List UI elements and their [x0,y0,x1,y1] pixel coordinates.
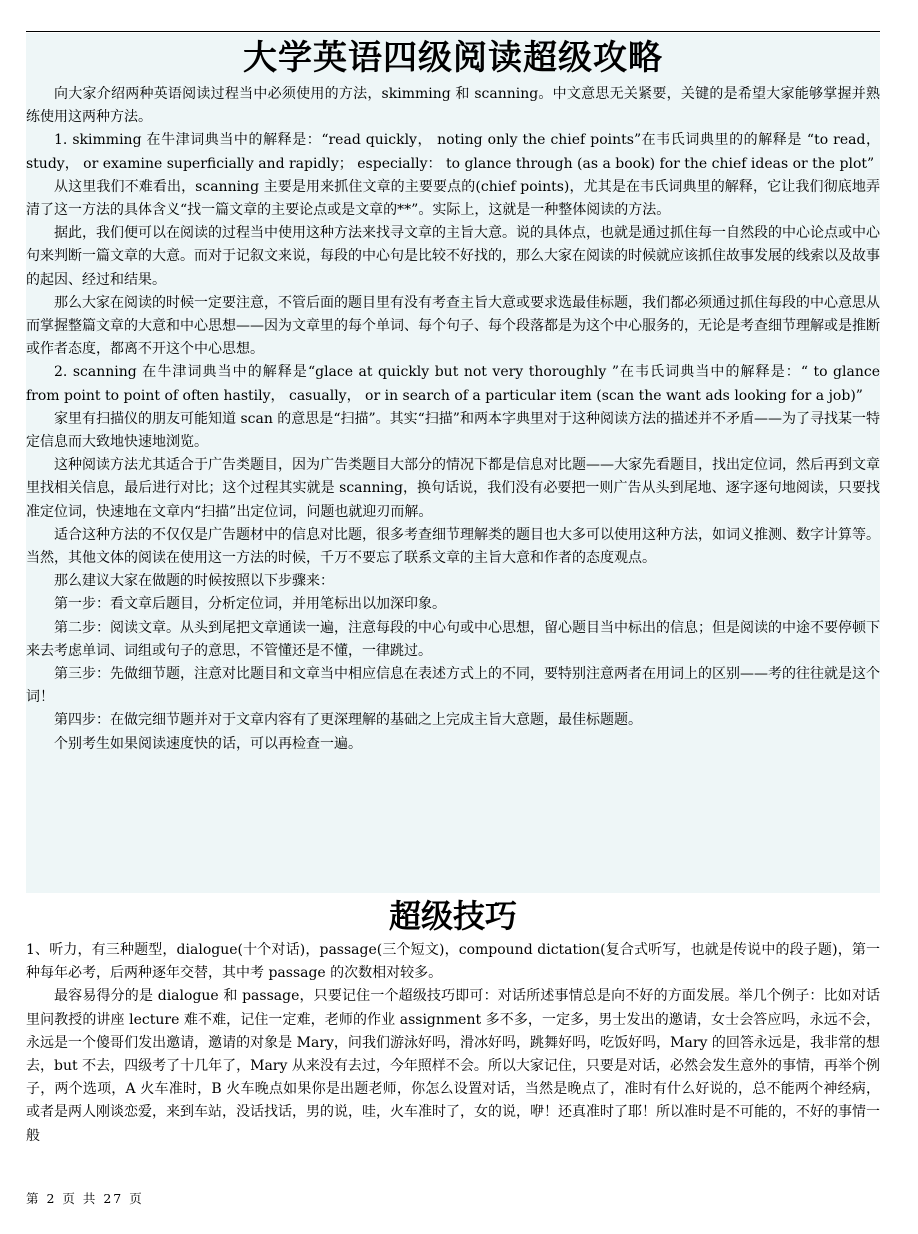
paragraph: 这种阅读方法尤其适合于广告类题目，因为广告类题目大部分的情况下都是信息对比题——大家先看题目，找出定位词，然后再到文章里找相关信息，最后进行对比；这个过程其实就是 scanning，换句话说，我们没有必要把一则广告从头到尾地、逐字逐句地阅读，只要找准定位词，快速地在文章内“扫描”出定位词，问题也就迎刃而解。 [26,457,880,520]
paragraph: 向大家介绍两种英语阅读过程当中必须使用的方法，skimming 和 scanning。中文意思无关紧要，关键的是希望大家能够掌握并熟练使用这两种方法。 [26,86,880,126]
paragraph: 1. skimming 在牛津词典当中的解释是：“read quickly， noting only the chief points”在韦氏词典里的的解释是 “to read， study， or examine superficially and rapidly； especially： to glance through (as a book) for the chief ideas or the plot” [26,132,880,172]
super-tips-section [26,893,880,1185]
step-paragraph: 第四步：在做完细节题并对于文章内容有了更深理解的基础之上完成主旨大意题，最佳标题题。 [54,712,642,729]
page-title: 大学英语四级阅读超级攻略 [243,38,663,78]
paragraph: 最容易得分的是 dialogue 和 passage，只要记住一个超级技巧即可：对话所述事情总是向不好的方面发展。举几个例子：比如对话里问教授的讲座 lecture 难不难，记住一定难，老师的作业 assignment 多不多，一定多，男士发出的邀请，女士会答应吗，永远不会，永远是一个傻哥们发出邀请，邀请的对象是 Mary，问我们游泳好吗，滑冰好吗，跳舞好吗，吃饭好吗，Mary 的回答永远是，我非常的想去，but 不去，四级考了十几年了，Mary 从来没有去过，今年照样不会。所以大家记住，只要是对话，必然会发生意外的事情，再举个例子，两个选项，A 火车准时，B 火车晚点如果你是出题老师，你怎么设置对话，当然是晚点了，准时有什么好说的，总不能两个神经病，或者是两人刚谈恋爱，来到车站，没话找话，男的说，哇，火车准时了，女的说，咿！还真准时了耶！所以准时是不可能的，不好的事情一般 [26,988,880,1144]
step-paragraph: 第二步：阅读文章。从头到尾把文章通读一遍，注意每段的中心句或中心思想，留心题目当中标出的信息；但是阅读的中途不要停顿下来去考虑单词、词组或句子的意思，不管懂还是不懂，一律跳过。 [26,619,880,659]
paragraph: 个别考生如果阅读速度快的话，可以再检查一遍。 [54,735,362,752]
step-paragraph: 第一步：看文章后题目，分析定位词，并用笔标出以加深印象。 [54,596,446,613]
paragraph: 那么大家在阅读的时候一定要注意，不管后面的题目里有没有考查主旨大意或要求选最佳标题，我们都必须通过抓住每段的中心意思从而掌握整篇文章的大意和中心思想——因为文章里的每个单词、每个句子、每个段落都是为这个中心服务的，无论是考查细节理解或是推断或作者态度，都离不开这个中心思想。 [26,294,880,358]
reading-strategy-section [26,33,880,893]
paragraph: 那么建议大家在做题的时候按照以下步骤来： [54,573,334,590]
section-title: 超级技巧 [388,897,517,935]
paragraph: 适合这种方法的不仅仅是广告题材中的信息对比题，很多考查细节理解类的题目也大多可以使用这种方法，如词义推测、数字计算等。当然，其他文体的阅读在使用这一方法的时候，千万不要忘了联系文章的主旨大意和作者的态度观点。 [26,526,880,567]
top-rule [26,31,880,32]
paragraph: 2. scanning 在牛津词典当中的解释是“glace at quickly but not very thoroughly ”在韦氏词典当中的解释是：“ to glance from point to point of often hastily， casually， or in search of a particular item (scan the want ads looking for a job)” [26,364,880,404]
page-number: 第 2 页 共 27 页 [26,1191,144,1206]
paragraph: 据此，我们便可以在阅读的过程当中使用这种方法来找寻文章的主旨大意。说的具体点，也就是通过抓住每一自然段的中心论点或中心句来判断一篇文章的大意。而对于记叙文来说，每段的中心句是比较不好找的，那么大家在阅读的时候就应该抓住故事发展的线索以及故事的起因、经过和结果。 [26,225,880,288]
step-paragraph: 第三步：先做细节题，注意对比题目和文章当中相应信息在表述方式上的不同，要特别注意两者在用词上的区别——考的往往就是这个词！ [26,666,880,706]
paragraph: 从这里我们不难看出，scanning 主要是用来抓住文章的主要要点的(chief points)，尤其是在韦氏词典里的解释，它让我们彻底地弄清了这一方法的具体含义“找一篇文章的主要论点或是文章的**”。实际上，这就是一种整体阅读的方法。 [26,178,880,219]
paragraph: 1、听力，有三种题型，dialogue(十个对话)，passage(三个短文)，compound dictation(复合式听写，也就是传说中的段子题)，第一种每年必考，后两种逐年交替，其中考 passage 的次数相对较多。 [26,942,880,982]
paragraph: 家里有扫描仪的朋友可能知道 scan 的意思是“扫描”。其实“扫描”和两本字典里对于这种阅读方法的描述并不矛盾——为了寻找某一特定信息而大致地快速地浏览。 [26,410,880,451]
